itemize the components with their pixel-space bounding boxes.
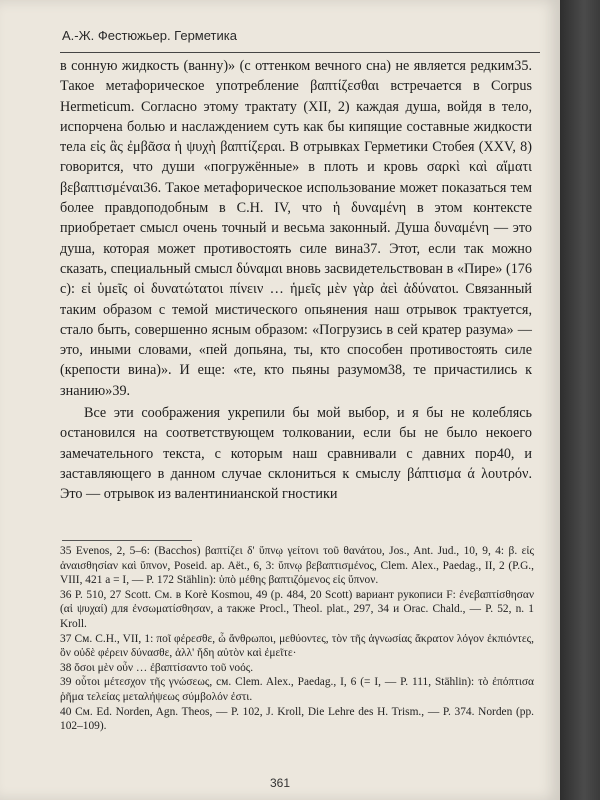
paragraph-2: Все эти соображения укрепили бы мой выбор, и я бы не колеблясь остановился на соответствующем толковании, если бы не было некоего замечательного текста, с которым наш сравнивали с давних пор40, и заставляющего в данном случае склониться к смыслу βάπτισμα ά λουτρόν. Это — отрывок из валентинианской гностики bbox=[60, 405, 532, 503]
footnotes bbox=[60, 544, 534, 734]
book-cover-edge bbox=[560, 0, 600, 800]
footnote-rule bbox=[62, 540, 192, 541]
footnote-40: 40 См. Ed. Norden, Agn. Theos, — P. 102, J. Kroll, Die Lehre des H. Trism., — P. 374. Norden (pp. 102–109). bbox=[60, 705, 534, 733]
footnote-38: 38 ὅσοι μὲν οὖν … ἐβαπτίσαντο τοῦ νοός. bbox=[60, 661, 254, 674]
page-number: 361 bbox=[269, 776, 291, 790]
footnote-36: 36 P. 510, 27 Scott. См. в Korè Kosmou, 49 (p. 484, 20 Scott) вариант рукописи F: ἐνεβαπτίσθησαν (αἱ ψυχαί) для ἐνσωματίσθησαν, а также Procl., Theol. plat., 297, 34 и Orac. Chald., — P. 52, n. 1 Kroll. bbox=[60, 588, 534, 630]
footnote-39: 39 οὗτοι μέτεσχον τῆς γνώσεως, см. Clem. Alex., Paedag., I, 6 (= I, — P. 111, Stählin): τὸ ἐπόπτισα ῥῆμα τελείας μεταλήψεως σύμβολόν ἐστι. bbox=[60, 676, 534, 703]
running-header: А.-Ж. Фестюжьер. Герметика bbox=[62, 28, 237, 43]
header-rule bbox=[60, 52, 540, 53]
main-text bbox=[60, 56, 532, 505]
footnote-37: 37 См. C.H., VII, 1: ποῖ φέρεσθε, ὦ ἄνθρωποι, μεθύοντες, τὸν τῆς ἀγνωσίας ἄκρατον λόγον ἐκπιόντες, ὃν οὐδὲ φέρειν δύνασθε, ἀλλ' ἤδη αὐτὸν καὶ ἐμεῖτε· bbox=[60, 632, 534, 660]
footnote-35: 35 Evenos, 2, 5–6: (Bacchos) βαπτίζει δ' ὕπνῳ γείτονι τοῦ θανάτου, Jos., Ant. Jud., 10, 9, 4: β. εἰς ἀναισθησίαν καὶ ὕπνον, Poseid. ap. Aët., 6, 3: ὕπνῳ βεβαπτισμένος, Clem. Alex., Paedag., II, 2 (P.G., VIII, 421 a = I, — P. 172 Stählin): ὑπὸ μέθης βαπτιζόμενος εἰς ὕπνον. bbox=[60, 545, 534, 587]
paragraph-1: в сонную жидкость (ванну)» (с оттенком вечного сна) не является редким35. Такое метафорическое употребление βαπτίζεσθαι встречается в Corpus Hermeticum. Согласно этому трактату (XII, 2) каждая душа, войдя в тело, испорчена болью и наслаждением суть как бы кипящие составные жидкости тела εἰς ἃς ἐμβᾶσα ἡ ψυχὴ βαπτίζεραι. В отрывках Герметики Стобея (XXV, 8) говорится, что души «погружённые» в плоть и кровь σαρκὶ καὶ αἵματι βεβαπτισμέναι36. Такое метафорическое использование может показаться тем более правдоподобным в C.H. IV, что ἡ δυναμένη в этом контексте приобретает смысл очень точный и весьма законный. Душа δυναμένη — это душа, которая может противостоять силе вина37. Этот, если так можно сказать, специальный смысл δύναμαι вновь засвидетельствован в «Пире» (176 с): εἰ ὑμεῖς οἱ δυνατώτατοι πίνειν … ἡμεῖς μὲν γὰρ ἀεὶ ἀδύνατοι. Связанный таким образом с темой мистического опьянения наш отрывок трактуется, стало быть, совершенно ясным образом: «Погрузись в сей кратер разума» — это, иными словами, «пей допьяна, ты, кто способен противостоять силе (крепости вина)». И еще: «те, кто пьяны разумом38, те причастились к знанию»39. bbox=[60, 58, 532, 399]
